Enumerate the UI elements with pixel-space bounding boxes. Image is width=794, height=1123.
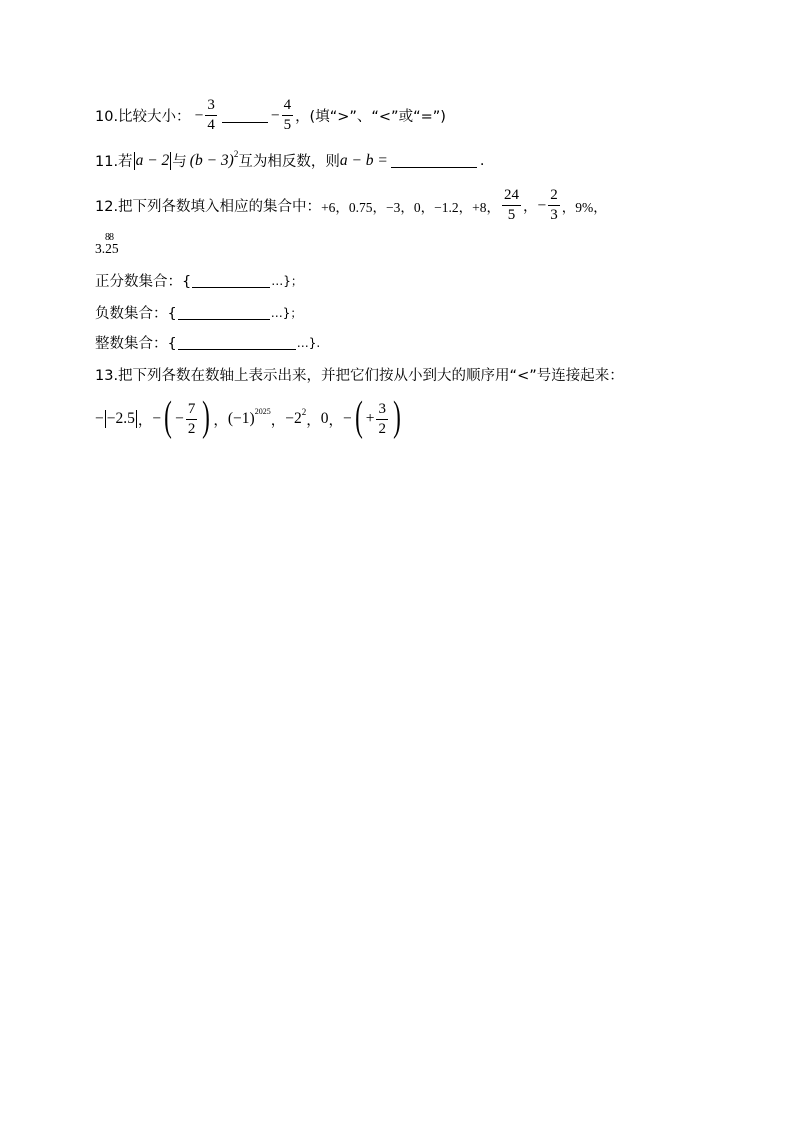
q13-a-val: −2.5 [106, 410, 135, 427]
q12-tail: ，9%， [561, 199, 607, 215]
q11-answer-blank[interactable] [391, 153, 477, 168]
q13-sep: ， [306, 412, 321, 429]
q13-sep: ， [270, 412, 286, 429]
q13-e-val: 0 [320, 410, 329, 427]
set-integers [95, 332, 320, 353]
q13-d-val: −2 [285, 410, 302, 427]
q11-prefix: 11.若 [95, 154, 133, 170]
q13-c-base: (−1) [227, 410, 255, 427]
paren-right: ) [202, 394, 211, 440]
question-10 [95, 98, 446, 133]
q12-fraction-2-sign: − [537, 196, 547, 214]
q12-repeating-decimal-line [95, 232, 119, 258]
set-positive-fractions [95, 270, 303, 291]
abs-bar-left [134, 152, 135, 170]
q13-f-num: 3 [378, 400, 386, 417]
q13-f-sign: − [342, 410, 352, 427]
set-label: 正分数集合：{ [95, 274, 192, 290]
q12-fraction-2-den: 3 [550, 207, 558, 223]
q12-fraction-2 [548, 188, 560, 223]
q13-c-exp: 2025 [254, 406, 271, 416]
set-answer-blank[interactable] [178, 335, 296, 350]
set-end: …}. [296, 335, 321, 350]
q13-sep: ， [137, 412, 153, 429]
q11-end: . [479, 152, 485, 169]
q13-b-fraction [186, 402, 198, 437]
q13-sep: ， [328, 412, 343, 429]
set-end: …}； [271, 274, 303, 288]
q10-fraction-2 [282, 98, 294, 133]
q12-fraction-1 [502, 188, 521, 223]
repeat-number: 3.25 [95, 241, 119, 256]
q10-fraction-2-den: 5 [283, 117, 292, 133]
q11-ask: a − b = [339, 151, 388, 169]
q12-fraction-1-num: 24 [504, 187, 520, 203]
set-answer-blank[interactable] [192, 273, 270, 288]
q11-power: 2 [233, 148, 239, 159]
abs-bar-right [136, 410, 137, 428]
q13-d-exp: 2 [301, 407, 307, 417]
q13-sep: ， [213, 412, 228, 429]
q10-answer-blank[interactable] [222, 108, 268, 123]
q11-text: 互为相反数，则 [238, 154, 340, 170]
q11-mid: 与 [172, 154, 187, 170]
q13-f-inner-sign: + [365, 410, 375, 427]
abs-bar-right [170, 152, 171, 170]
q13-f-fraction [376, 402, 388, 437]
q10-fraction-1-den: 4 [207, 117, 215, 133]
q10-fraction-2-sign: − [270, 106, 280, 124]
set-end: …}； [270, 306, 303, 320]
q12-fraction-2-num: 2 [550, 187, 558, 203]
q12-sep: ， [523, 199, 538, 215]
q13-b-num: 7 [187, 400, 196, 417]
paren-left: ( [164, 394, 172, 440]
repeat-dots: 88 [105, 232, 113, 243]
q12-numbers: +6，0.75，−3，0，−1.2，+8， [321, 199, 501, 215]
question-12 [95, 188, 607, 223]
q13-b-sign: − [152, 410, 162, 427]
q10-fraction-2-num: 4 [283, 97, 292, 113]
q13-text: 13.把下列各数在数轴上表示出来，并把它们按从小到大的顺序用“<”号连接起来： [95, 368, 624, 384]
question-13 [95, 364, 624, 385]
q12-fraction-1-den: 5 [507, 207, 516, 223]
q11-paren-expr: (b − 3) [189, 151, 234, 169]
q10-fraction-1-num: 3 [207, 97, 215, 113]
set-label: 整数集合：{ [95, 336, 177, 352]
question-11 [95, 150, 484, 171]
q13-b-inner-sign: − [175, 410, 184, 427]
q10-label: 10.比较大小： [95, 109, 191, 125]
set-negative-numbers [95, 302, 302, 323]
abs-bar-left [105, 410, 106, 428]
q13-f-den: 2 [378, 420, 386, 437]
q12-prefix: 12.把下列各数填入相应的集合中： [95, 199, 322, 215]
set-answer-blank[interactable] [178, 305, 270, 320]
q13-a-neg: − [95, 410, 104, 427]
paren-right: ) [393, 394, 401, 440]
q10-hint: ，(填“>”、“<”或“=”) [295, 109, 446, 125]
q13-numbers [95, 394, 404, 440]
set-label: 负数集合：{ [95, 306, 177, 322]
q12-repeating-decimal [95, 232, 119, 258]
q13-b-den: 2 [187, 420, 196, 437]
q11-abs-expr: a − 2 [135, 151, 170, 169]
q10-fraction-1 [205, 98, 217, 133]
q10-fraction-1-sign: − [194, 106, 204, 124]
paren-left: ( [354, 394, 363, 440]
